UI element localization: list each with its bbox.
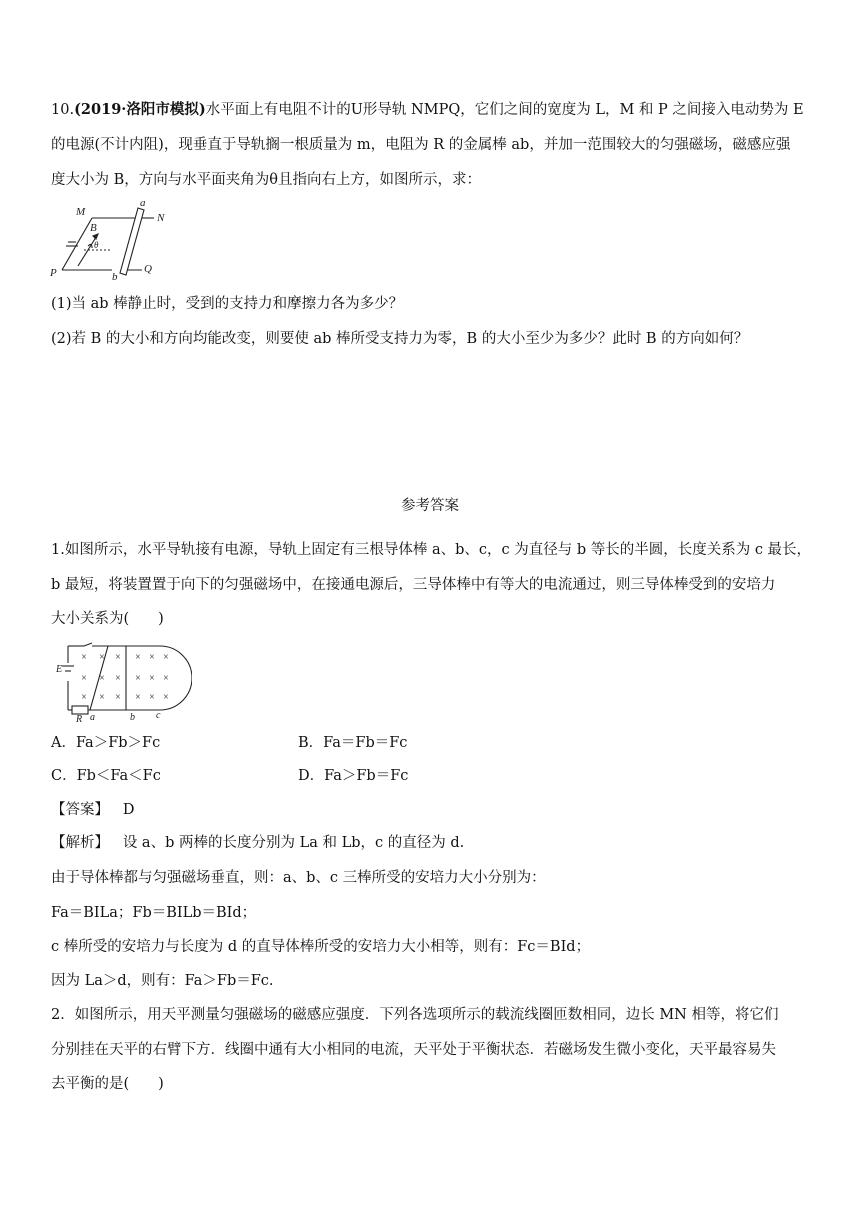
q1-answer	[51, 800, 134, 820]
q10-line1	[51, 100, 804, 120]
q2-line1: 2．如图所示，用天平测量匀强磁场的磁感应强度．下列各选项所示的载流线圈匝数相同，边长 MN 相等，将它们	[51, 1007, 779, 1023]
q10-line2: 的电源(不计内阻)，现垂直于导轨搁一根质量为 m，电阻为 R 的金属棒 ab，并加一范围较大的匀强磁场，磁感应强	[51, 137, 791, 153]
q10-fig-label-P: P	[50, 267, 57, 279]
q10-line3: 度大小为 B，方向与水平面夹角为θ且指向右上方，如图所示，求：	[51, 172, 481, 188]
answer-label: 【答案】	[51, 802, 109, 818]
q1-line3: 大小关系为( )	[51, 611, 164, 627]
q1-fig-label-E: E	[56, 664, 63, 675]
q2-line2: 分别挂在天平的右臂下方．线圈中通有大小相同的电流，天平处于平衡状态．若磁场发生微小变化，天平最容易失	[51, 1042, 776, 1058]
field-mark: ×	[135, 692, 141, 703]
q1-analysis-line5: 因为 La＞d，则有：Fa＞Fb＝Fc.	[51, 973, 274, 989]
field-mark: ×	[135, 652, 141, 663]
field-mark: ×	[163, 692, 169, 703]
q10-fig-label-M: M	[76, 206, 86, 218]
q10-fig-label-a: a	[140, 198, 146, 209]
field-mark: ×	[163, 673, 169, 684]
q1-option-b: B．Fa＝Fb＝Fc	[298, 735, 408, 751]
field-mark: ×	[135, 673, 141, 684]
q1-analysis-line4: c 棒所受的安培力与长度为 d 的直导体棒所受的安培力大小相等，则有：Fc＝BId；	[51, 939, 591, 955]
q1-figure-rail-diagram	[52, 638, 192, 722]
q1-option-d: D．Fa＞Fb＝Fc	[298, 768, 409, 784]
q1-fig-label-c: c	[156, 710, 161, 721]
analysis-label: 【解析】	[51, 835, 109, 851]
q10-figure-rail-diagram	[50, 198, 180, 280]
field-mark: ×	[163, 652, 169, 663]
q1-option-a: A．Fa＞Fb＞Fc	[51, 735, 161, 751]
q1-option-c: C．Fb＜Fa＜Fc	[51, 768, 161, 784]
q1-analysis-line3: Fa＝BILa；Fb＝BILb＝BId；	[51, 905, 257, 921]
analysis-text: 设 a、b 两棒的长度分别为 La 和 Lb，c 的直径为 d.	[122, 835, 465, 851]
q2-line3: 去平衡的是( )	[51, 1076, 164, 1092]
q10-line1-text: 水平面上有电阻不计的U形导轨 NMPQ，它们之间的宽度为 L，M 和 P 之间接入电动势为 E	[205, 102, 804, 118]
q10-fig-label-b: b	[112, 271, 118, 280]
field-mark: ×	[149, 692, 155, 703]
q10-fig-label-theta: θ	[94, 240, 99, 250]
field-mark: ×	[115, 673, 121, 684]
answer-value: D	[122, 802, 135, 818]
q1-fig-label-b: b	[130, 712, 135, 722]
field-mark: ×	[115, 652, 121, 663]
q10-sub1: (1)当 ab 棒静止时，受到的支持力和摩擦力各为多少？	[51, 296, 404, 312]
q1-line1: 1.如图所示，水平导轨接有电源，导轨上固定有三根导体棒 a、b、c，c 为直径与 b 等长的半圆，长度关系为 c 最长，	[51, 542, 812, 558]
q1-fig-label-R: R	[76, 714, 83, 722]
field-mark: ×	[81, 652, 87, 663]
field-mark: ×	[149, 652, 155, 663]
field-mark: ×	[149, 673, 155, 684]
field-mark: ×	[99, 692, 105, 703]
answers-title: 参考答案	[401, 498, 459, 514]
q10-fig-label-N: N	[157, 212, 165, 224]
field-mark: ×	[81, 673, 87, 684]
q1-fig-label-a: a	[90, 712, 95, 722]
q10-source: (2019·洛阳市模拟)	[74, 101, 206, 118]
q10-sub2: (2)若 B 的大小和方向均能改变，则要使 ab 棒所受支持力为零，B 的大小至少为多少？此时 B 的方向如何？	[51, 331, 749, 347]
q10-fig-label-B: B	[90, 222, 97, 234]
field-mark: ×	[115, 692, 121, 703]
q1-analysis-line2: 由于导体棒都与匀强磁场垂直，则：a、b、c 三棒所受的安培力大小分别为：	[51, 870, 546, 886]
field-mark: ×	[99, 652, 105, 663]
q1-analysis-line1	[51, 833, 464, 853]
field-mark: ×	[81, 692, 87, 703]
field-mark: ×	[99, 673, 105, 684]
q10-fig-label-Q: Q	[144, 263, 152, 275]
q10-number: 10.	[51, 102, 75, 118]
q1-line2: b 最短，将装置置于向下的匀强磁场中，在接通电源后，三导体棒中有等大的电流通过，则三导体棒受到的安培力	[51, 577, 776, 593]
